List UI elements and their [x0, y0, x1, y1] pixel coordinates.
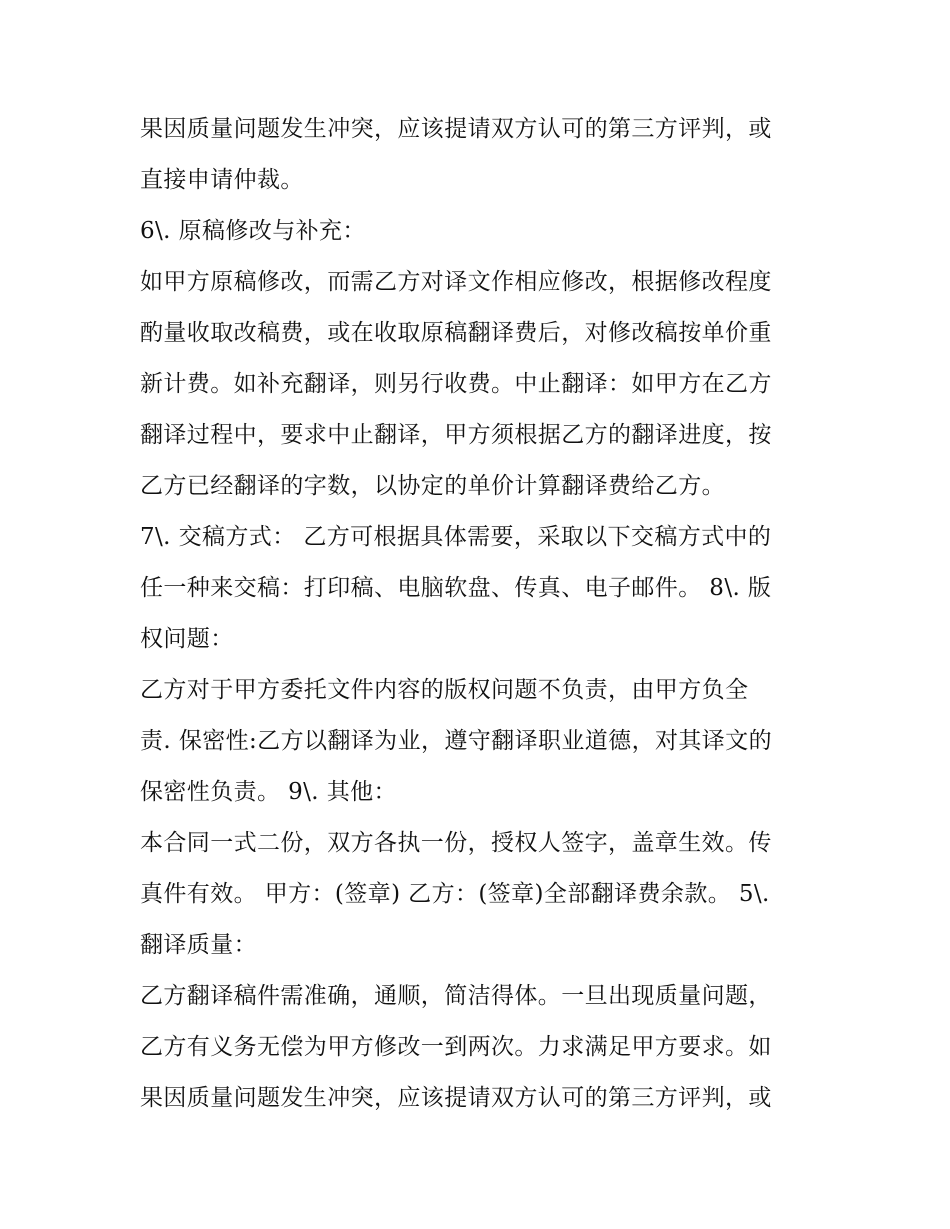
text-line: 新计费。如补充翻译，则另行收费。中止翻译：如甲方在乙方: [140, 371, 772, 397]
text-line: 权问题：: [140, 626, 234, 652]
text-line: 保密性负责。 9\. 其他：: [140, 779, 397, 805]
text-line: 果因质量问题发生冲突，应该提请双方认可的第三方评判，或: [140, 116, 772, 142]
text-line: 乙方有义务无偿为甲方修改一到两次。力求满足甲方要求。如: [140, 1034, 772, 1060]
text-line: 翻译质量：: [140, 932, 257, 958]
text-line: 任一种来交稿：打印稿、电脑软盘、传真、电子邮件。 8\. 版: [140, 575, 772, 601]
text-line: 真件有效。 甲方：(签章) 乙方：(签章)全部翻译费余款。 5\.: [140, 881, 770, 907]
text-line: 责. 保密性:乙方以翻译为业，遵守翻译职业道德，对其译文的: [140, 728, 772, 754]
text-line: 7\. 交稿方式： 乙方可根据具体需要，采取以下交稿方式中的: [140, 524, 772, 550]
text-line: 6\. 原稿修改与补充：: [140, 218, 366, 244]
text-line: 本合同一式二份，双方各执一份，授权人签字，盖章生效。传: [140, 830, 772, 856]
text-line: 酌量收取改稿费，或在收取原稿翻译费后，对修改稿按单价重: [140, 320, 772, 346]
text-line: 乙方已经翻译的字数，以协定的单价计算翻译费给乙方。: [140, 473, 725, 499]
text-line: 翻译过程中，要求中止翻译，甲方须根据乙方的翻译进度，按: [140, 422, 772, 448]
text-line: 果因质量问题发生冲突，应该提请双方认可的第三方评判，或: [140, 1085, 772, 1111]
text-line: 如甲方原稿修改，而需乙方对译文作相应修改，根据修改程度: [140, 269, 772, 295]
text-line: 乙方对于甲方委托文件内容的版权问题不负责，由甲方负全: [140, 677, 749, 703]
text-line: 乙方翻译稿件需准确，通顺，简洁得体。一旦出现质量问题，: [140, 983, 772, 1009]
text-line: 直接申请仲裁。: [140, 167, 304, 193]
